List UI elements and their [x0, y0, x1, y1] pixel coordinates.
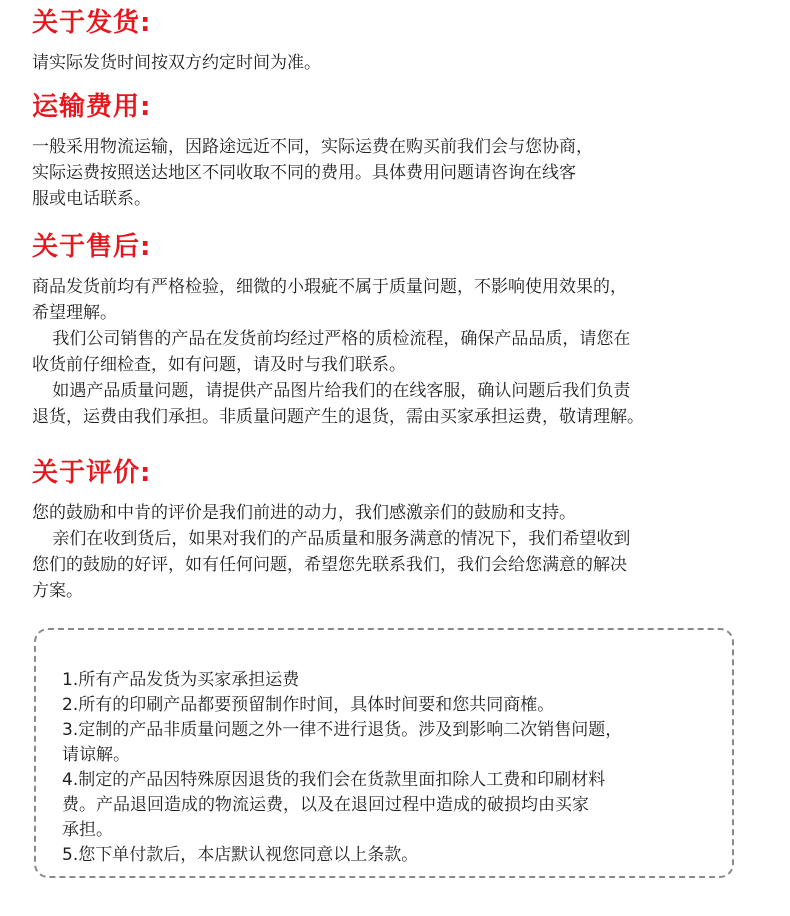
- shipping-text: 请实际发货时间按双方约定时间为准。: [32, 53, 321, 73]
- notice-item: 1.所有产品发货为买家承担运费: [62, 670, 300, 690]
- shipping-heading: 关于发货:: [32, 8, 152, 38]
- notice-item: 费。产品退回造成的物流运费，以及在退回过程中造成的破损均由买家: [62, 795, 589, 815]
- notice-item: 4.制定的产品因特殊原因退货的我们会在货款里面扣除人工费和印刷材料: [62, 770, 606, 790]
- notice-item: 2.所有的印刷产品都要预留制作时间，具体时间要和您共同商榷。: [62, 695, 555, 715]
- freight-line: 一般采用物流运输，因路途远近不同，实际运费在购买前我们会与您协商，: [32, 137, 593, 157]
- freight-line: 实际运费按照送达地区不同收取不同的费用。具体费用问题请咨询在线客: [32, 163, 576, 183]
- freight-line: 服或电话联系。: [32, 189, 151, 209]
- after-sales-line: 希望理解。: [32, 303, 117, 323]
- shipping-section: [32, 8, 772, 76]
- freight-heading: 运输费用:: [32, 92, 152, 122]
- notice-item: 请谅解。: [62, 745, 130, 765]
- after-sales-line: 我们公司销售的产品在发货前均经过严格的质检流程，确保产品品质，请您在: [52, 329, 631, 349]
- freight-section: [32, 92, 772, 212]
- after-sales-heading: 关于售后:: [32, 232, 152, 262]
- after-sales-section: [32, 232, 772, 430]
- reviews-section: [32, 458, 772, 604]
- after-sales-line: 退货，运费由我们承担。非质量问题产生的退货，需由买家承担运费，敬请理解。: [32, 407, 644, 427]
- after-sales-line: 商品发货前均有严格检验，细微的小瑕疵不属于质量问题，不影响使用效果的，: [32, 277, 627, 297]
- reviews-line: 方案。: [32, 581, 83, 601]
- reviews-line: 您们的鼓励的好评，如有任何问题，希望您先联系我们，我们会给您满意的解决: [32, 555, 627, 575]
- reviews-line: 您的鼓励和中肯的评价是我们前进的动力，我们感激亲们的鼓励和支持。: [32, 503, 576, 523]
- reviews-line: 亲们在收到货后，如果对我们的产品质量和服务满意的情况下，我们希望收到: [52, 529, 631, 549]
- after-sales-line: 收货前仔细检查，如有问题，请及时与我们联系。: [32, 355, 406, 375]
- after-sales-line: 如遇产品质量问题，请提供产品图片给我们的在线客服，确认问题后我们负责: [52, 381, 631, 401]
- notice-list: [62, 668, 722, 868]
- notice-item: 5.您下单付款后，本店默认视您同意以上条款。: [62, 845, 419, 865]
- reviews-heading: 关于评价:: [32, 458, 152, 488]
- notice-item: 3.定制的产品非质量问题之外一律不进行退货。涉及到影响二次销售问题，: [62, 720, 623, 740]
- notice-item: 承担。: [62, 820, 113, 840]
